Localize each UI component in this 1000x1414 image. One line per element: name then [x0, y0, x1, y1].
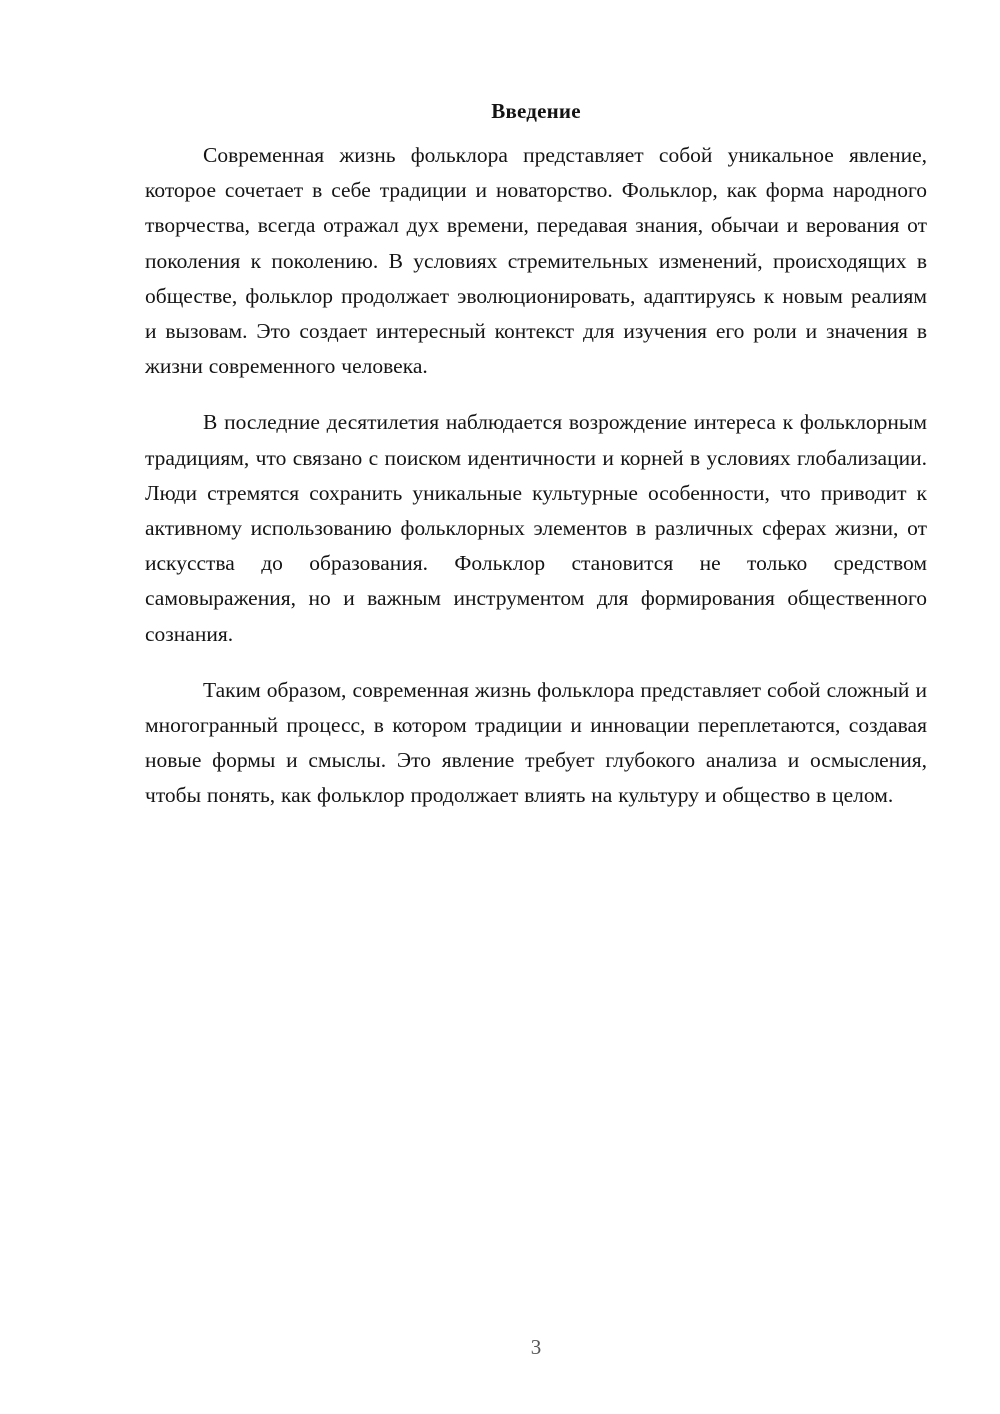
paragraph-1: Современная жизнь фольклора представляет собой уникальное явление, которое сочетает в себе традиции и новаторство. Фольклор, как форма народного творчества, всегда отражал дух времени, передавая знания, обычаи и верования от поколения к поколению. В условиях стремительных изменений, происходящих в обществе, фольклор продолжает эволюционировать, адаптируясь к новым реалиям и вызовам. Это создает интересный контекст для изучения его роли и значения в жизни современного человека. [145, 143, 927, 379]
page-number: 3 [530, 1335, 542, 1359]
paragraph-2: В последние десятилетия наблюдается возрождение интереса к фольклорным традициям, что связано с поиском идентичности и корней в условиях глобализации. Люди стремятся сохранить уникальные культурные особенности, что приводит к активному использованию фольклорных элементов в различных сферах жизни, от искусства до образования. Фольклор становится не только средством самовыражения, но и важным инструментом для формирования общественного сознания. [145, 410, 927, 646]
document-title: Введение [491, 99, 581, 123]
paragraph-3: Таким образом, современная жизнь фольклора представляет собой сложный и многогранный процесс, в котором традиции и инновации переплетаются, создавая новые формы и смыслы. Это явление требует глубокого анализа и осмысления, чтобы понять, как фольклор продолжает влиять на культуру и общество в целом. [145, 677, 927, 808]
page-content [145, 96, 927, 835]
